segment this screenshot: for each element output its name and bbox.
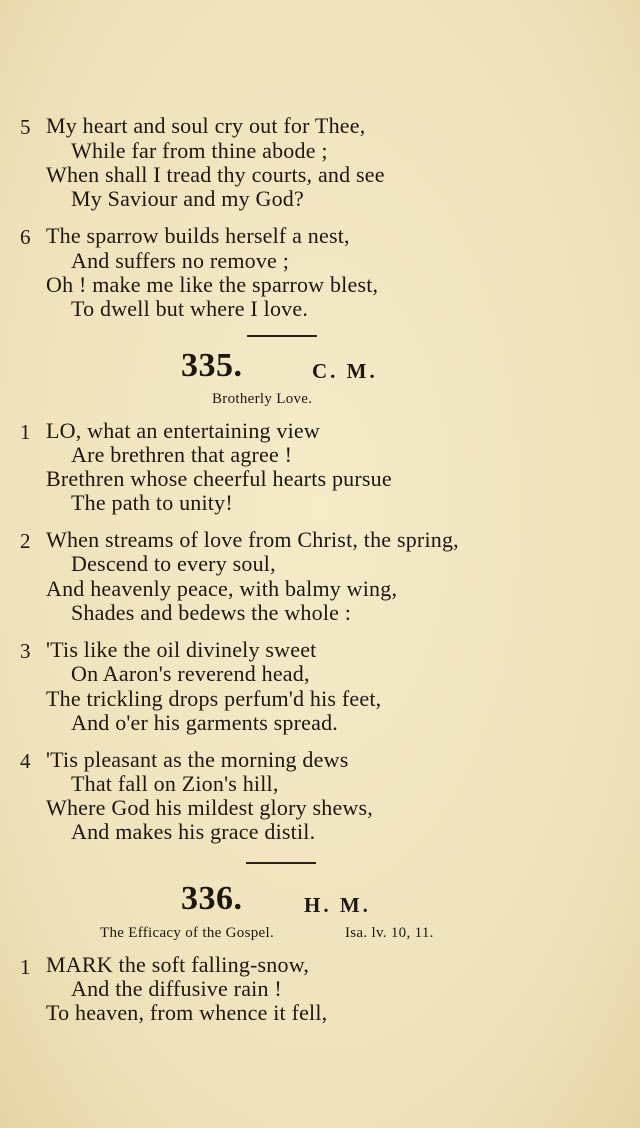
verse-line: On Aaron's reverend head,: [71, 661, 310, 686]
hymn-number: 335.: [181, 347, 243, 384]
verse-line: When shall I tread thy courts, and see: [46, 162, 385, 187]
verse-line: And o'er his garments spread.: [71, 710, 338, 735]
verse-line: And the diffusive rain !: [71, 976, 282, 1001]
hymn-title: The Efficacy of the Gospel.: [100, 925, 275, 941]
stanza-number: 2: [20, 529, 31, 553]
verse-line: Oh ! make me like the sparrow blest,: [46, 272, 379, 297]
section-divider: [246, 862, 316, 864]
verse-line: The path to unity!: [71, 490, 233, 515]
stanza-number: 4: [20, 749, 31, 773]
verse-line: Where God his mildest glory shews,: [46, 795, 373, 820]
verse-line: Descend to every soul,: [71, 551, 276, 576]
verse-line: That fall on Zion's hill,: [71, 771, 279, 796]
verse-line: And heavenly peace, with balmy wing,: [46, 576, 398, 601]
verse-line: While far from thine abode ;: [71, 138, 328, 163]
verse-line: My heart and soul cry out for Thee,: [46, 113, 366, 138]
stanza-number: 1: [20, 955, 31, 979]
verse-line: My Saviour and my God?: [71, 186, 304, 211]
scripture-reference: Isa. lv. 10, 11.: [345, 925, 434, 941]
stanza-number: 6: [20, 225, 31, 249]
hymn-meter: C. M.: [312, 359, 378, 383]
verse-line: 'Tis pleasant as the morning dews: [46, 747, 349, 772]
stanza-number: 3: [20, 639, 31, 663]
hymn-meter: H. M.: [304, 893, 371, 917]
stanza-number: 1: [20, 420, 31, 444]
section-divider: [247, 335, 317, 337]
verse-line: 'Tis like the oil divinely sweet: [46, 637, 317, 662]
stanza-number: 5: [20, 115, 31, 139]
verse-line: And suffers no remove ;: [71, 248, 290, 273]
verse-line: When streams of love from Christ, the spring,: [46, 527, 459, 552]
verse-line: To heaven, from whence it fell,: [46, 1000, 328, 1025]
hymn-title: Brotherly Love.: [212, 391, 313, 407]
verse-line: Brethren whose cheerful hearts pursue: [46, 466, 392, 491]
verse-line: MARK the soft falling-snow,: [46, 952, 310, 977]
verse-line: LO, what an entertaining view: [46, 418, 320, 443]
verse-line: And makes his grace distil.: [71, 819, 316, 844]
verse-line: Are brethren that agree !: [71, 442, 293, 467]
verse-line: Shades and bedews the whole :: [71, 600, 352, 625]
verse-line: The sparrow builds herself a nest,: [46, 223, 350, 248]
hymn-number: 336.: [181, 880, 243, 917]
verse-line: To dwell but where I love.: [71, 296, 309, 321]
verse-line: The trickling drops perfum'd his feet,: [46, 686, 382, 711]
